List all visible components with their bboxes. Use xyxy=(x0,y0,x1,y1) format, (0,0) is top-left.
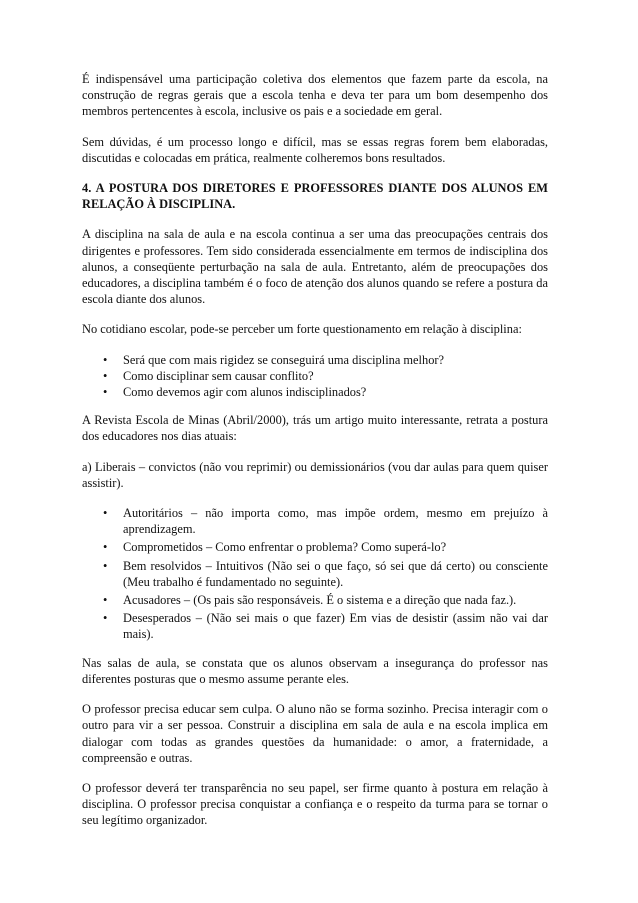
list-item: • Comprometidos – Como enfrentar o problema? Como superá-lo? xyxy=(123,539,548,555)
list-item: • Como disciplinar sem causar conflito? xyxy=(123,368,548,384)
list-item: • Acusadores – (Os pais são responsáveis. É o sistema e a direção que nada faz.). xyxy=(123,592,548,608)
paragraph-revista: A Revista Escola de Minas (Abril/2000), trás um artigo muito interessante, retrata a postura dos educadores nos dias atuais: xyxy=(82,413,548,444)
paragraph-discipline: A disciplina na sala de aula e na escola continua a ser uma das preocupações centrais dos dirigentes e professores. Tem sido considerada essencialmente em termos de indisciplina dos alunos, a conseqüente perturbação na sala de aula. Entretanto, além de preocupações dos educadores, a disciplina também é o foco de atenção dos alunos quando se refere a postura da escola diante dos alunos. xyxy=(82,227,548,307)
questions-list xyxy=(82,352,548,401)
list-item: • Autoritários – não importa como, mas impõe ordem, mesmo em prejuízo à aprendizagem. xyxy=(123,505,548,537)
list-item: • Será que com mais rigidez se conseguirá uma disciplina melhor? xyxy=(123,352,548,368)
list-item: • Desesperados – (Não sei mais o que fazer) Em vias de desistir (assim não vai dar mais). xyxy=(123,610,548,642)
paragraph-process: Sem dúvidas, é um processo longo e difícil, mas se essas regras forem bem elaboradas, discutidas e colocadas em prática, realmente colheremos bons resultados. xyxy=(82,134,548,165)
document-page xyxy=(82,71,548,843)
section-heading: 4. A POSTURA DOS DIRETORES E PROFESSORES DIANTE DOS ALUNOS EM RELAÇÃO À DISCIPLINA. xyxy=(82,181,548,212)
paragraph-transparency: O professor deverá ter transparência no seu papel, ser firme quanto à postura em relação à disciplina. O professor precisa conquistar a confiança e o respeito da turma para se tornar o seu legítimo organizador. xyxy=(82,780,548,828)
educator-types-list xyxy=(82,505,548,643)
paragraph-questioning: No cotidiano escolar, pode-se perceber um forte questionamento em relação à disciplina: xyxy=(82,322,522,337)
paragraph-insecurity: Nas salas de aula, se constata que os alunos observam a insegurança do professor nas diferentes posturas que o mesmo assume perante eles. xyxy=(82,655,548,686)
paragraph-participation: É indispensável uma participação coletiva dos elementos que fazem parte da escola, na construção de regras gerais que a escola tenha e deva ter para um bom desempenho dos membros pertencentes à escola, inclusive os pais e a sociedade em geral. xyxy=(82,72,548,119)
paragraph-educate: O professor precisa educar sem culpa. O aluno não se forma sozinho. Precisa interagir com o outro para vir a ser pessoa. Construir a disciplina em sala de aula e na escola implica em dialogar com todas as grandes questões da humanidade: o amor, a fraternidade, a compreensão e outras. xyxy=(82,702,548,765)
paragraph-liberais: a) Liberais – convictos (não vou reprimir) ou demissionários (vou dar aulas para quem quiser assistir). xyxy=(82,459,548,490)
list-item: • Bem resolvidos – Intuitivos (Não sei o que faço, só sei que dá certo) ou consciente (Meu trabalho é fundamentado no seguinte). xyxy=(123,558,548,590)
list-item: • Como devemos agir com alunos indisciplinados? xyxy=(123,384,548,400)
